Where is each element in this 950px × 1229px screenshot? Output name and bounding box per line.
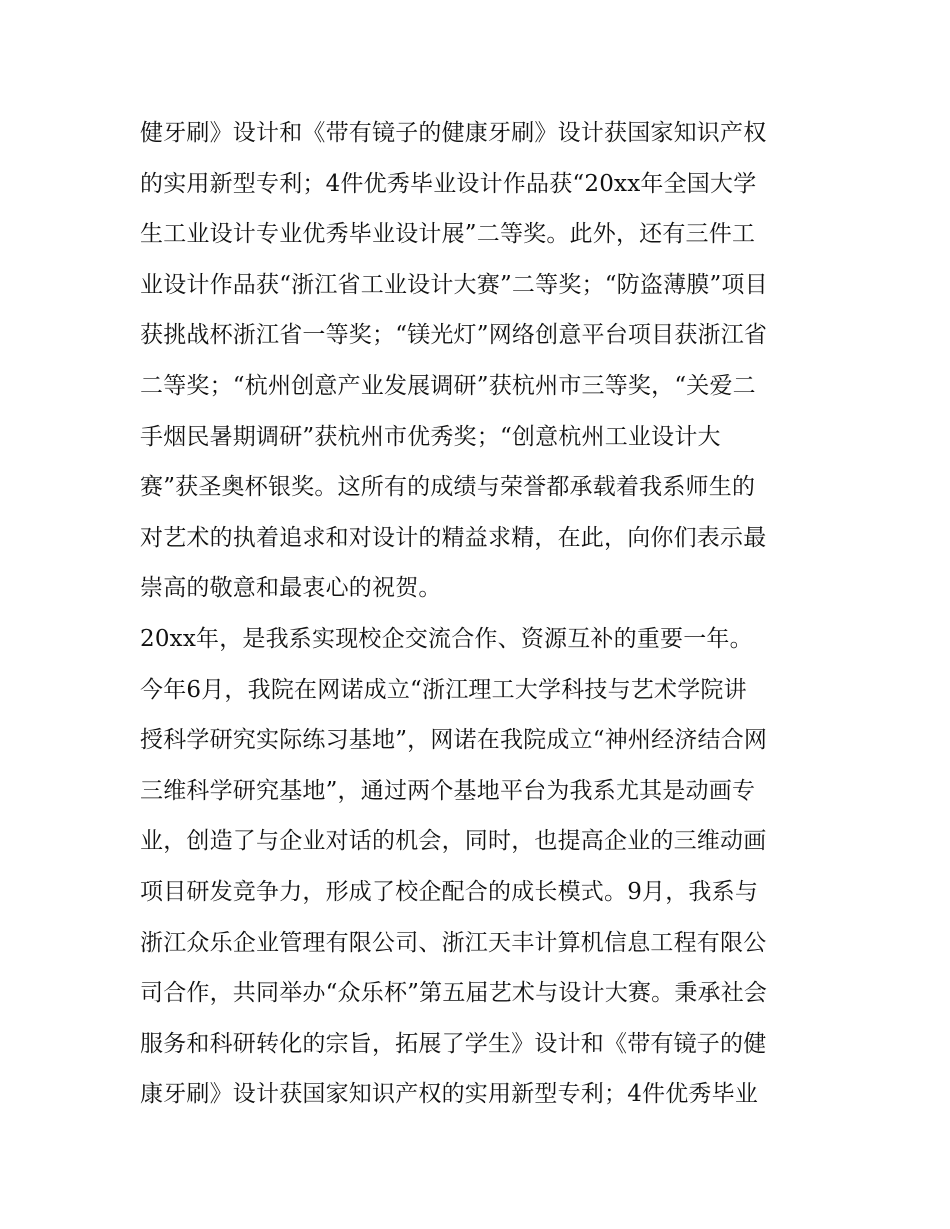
- text-line: 对艺术的执着追求和对设计的精益求精，在此，向你们表示最: [140, 524, 767, 551]
- text-line: 手烟民暑期调研”获杭州市优秀奖；“创意杭州工业设计大: [140, 423, 721, 450]
- text-line: 浙江众乐企业管理有限公司、浙江天丰计算机信息工程有限公: [140, 929, 767, 956]
- text-line: 赛”获圣奥杯银奖。这所有的成绩与荣誉都承载着我系师生的: [140, 474, 756, 501]
- text-line: 二等奖；“杭州创意产业发展调研”获杭州市三等奖，“关爱二: [140, 372, 756, 399]
- text-line: 项目研发竞争力，形成了校企配合的成长模式。9月，我系与: [140, 878, 759, 905]
- text-line: 三维科学研究基地”，通过两个基地平台为我系尤其是动画专: [140, 777, 756, 804]
- text-line: 业，创造了与企业对话的机会，同时，也提高企业的三维动画: [140, 828, 767, 855]
- text-line: 崇高的敬意和最衷心的祝贺。: [140, 575, 442, 602]
- text-line: 业设计作品获“浙江省工业设计大赛”二等奖；“防盗薄膜”项目: [140, 271, 768, 298]
- text-line: 今年6月，我院在网诺成立“浙江理工大学科技与艺术学院讲: [140, 676, 747, 703]
- text-line: 获挑战杯浙江省一等奖；“镁光灯”网络创意平台项目获浙江省: [140, 322, 768, 349]
- text-line: 健牙刷》设计和《带有镜子的健康牙刷》设计获国家知识产权: [140, 120, 767, 146]
- text-line: 生工业设计专业优秀毕业设计展”二等奖。此外，还有三件工: [140, 221, 756, 248]
- text-line: 的实用新型专利；4件优秀毕业设计作品获“20xx年全国大学: [140, 170, 757, 197]
- text-line: 服务和科研转化的宗旨，拓展了学生》设计和《带有镜子的健: [140, 1030, 767, 1057]
- text-line: 司合作，共同举办“众乐杯”第五届艺术与设计大赛。秉承社会: [140, 980, 768, 1007]
- text-line: 20xx年，是我系实现校企交流合作、资源互补的重要一年。: [140, 625, 753, 652]
- document-body: [140, 108, 820, 1120]
- text-line: 授科学研究实际练习基地”，网诺在我院成立“神州经济结合网: [140, 727, 768, 754]
- text-line: 康牙刷》设计获国家知识产权的实用新型专利；4件优秀毕业: [140, 1081, 759, 1108]
